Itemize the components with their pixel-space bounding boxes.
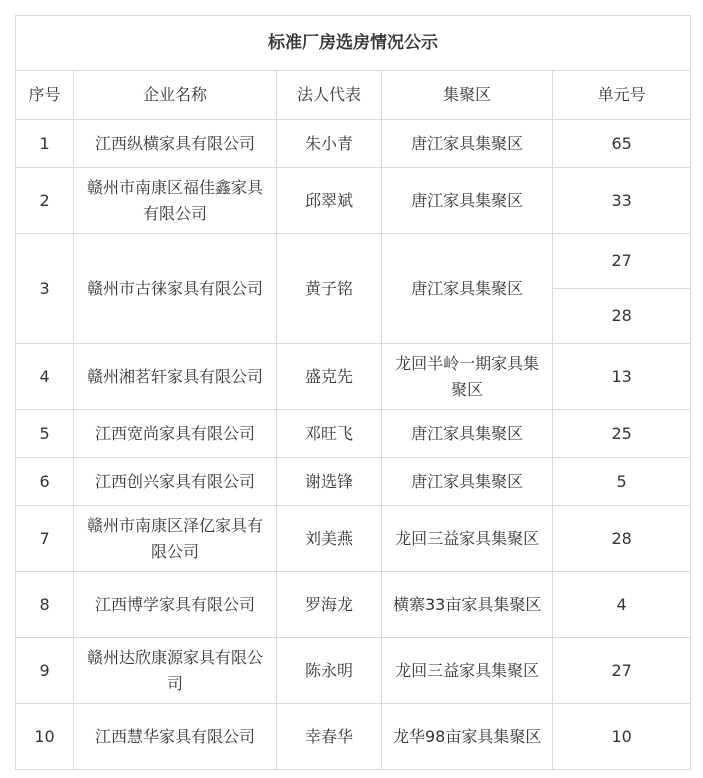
table-row [16,410,691,458]
cell-no: 9 [16,638,74,704]
cell-company: 赣州湘茗轩家具有限公司 [74,344,277,410]
header-rep: 法人代表 [277,71,382,120]
announcement-table-wrapper [15,15,691,770]
cell-unit: 27 [553,234,691,289]
title-row [16,16,691,71]
cell-zone: 唐江家具集聚区 [382,234,553,344]
cell-rep: 黄子铭 [277,234,382,344]
header-zone: 集聚区 [382,71,553,120]
table-row [16,458,691,506]
cell-zone: 唐江家具集聚区 [382,120,553,168]
cell-company: 江西慧华家具有限公司 [74,704,277,770]
cell-no: 10 [16,704,74,770]
cell-rep: 邓旺飞 [277,410,382,458]
cell-no: 8 [16,572,74,638]
cell-company: 赣州达欣康源家具有限公司 [74,638,277,704]
cell-no: 1 [16,120,74,168]
cell-zone: 唐江家具集聚区 [382,410,553,458]
cell-rep: 幸春华 [277,704,382,770]
cell-zone: 龙回三益家具集聚区 [382,638,553,704]
cell-unit: 25 [553,410,691,458]
cell-company: 赣州市南康区泽亿家具有限公司 [74,506,277,572]
cell-company: 赣州市古徕家具有限公司 [74,234,277,344]
header-company: 企业名称 [74,71,277,120]
cell-rep: 刘美燕 [277,506,382,572]
cell-zone: 横寨33亩家具集聚区 [382,572,553,638]
header-row [16,71,691,120]
cell-company: 江西创兴家具有限公司 [74,458,277,506]
cell-unit: 4 [553,572,691,638]
cell-rep: 盛克先 [277,344,382,410]
cell-zone: 唐江家具集聚区 [382,458,553,506]
cell-company: 江西宽尚家具有限公司 [74,410,277,458]
table-row [16,506,691,572]
cell-company: 赣州市南康区福佳鑫家具有限公司 [74,168,277,234]
cell-zone: 唐江家具集聚区 [382,168,553,234]
table-row [16,120,691,168]
table-row [16,572,691,638]
cell-no: 5 [16,410,74,458]
cell-unit: 27 [553,638,691,704]
cell-no: 7 [16,506,74,572]
cell-rep: 邱翠斌 [277,168,382,234]
cell-unit: 28 [553,289,691,344]
table-row [16,168,691,234]
cell-no: 4 [16,344,74,410]
header-no: 序号 [16,71,74,120]
table-row [16,638,691,704]
cell-rep: 谢选锋 [277,458,382,506]
cell-zone: 龙华98亩家具集聚区 [382,704,553,770]
cell-unit: 10 [553,704,691,770]
announcement-table [15,15,691,770]
cell-rep: 罗海龙 [277,572,382,638]
cell-zone: 龙回半岭一期家具集聚区 [382,344,553,410]
cell-unit: 13 [553,344,691,410]
cell-unit: 65 [553,120,691,168]
cell-unit: 5 [553,458,691,506]
cell-no: 2 [16,168,74,234]
cell-no: 6 [16,458,74,506]
cell-company: 江西纵横家具有限公司 [74,120,277,168]
header-unit: 单元号 [553,71,691,120]
table-row [16,704,691,770]
cell-no: 3 [16,234,74,344]
cell-unit: 33 [553,168,691,234]
table-row [16,234,691,289]
cell-unit: 28 [553,506,691,572]
cell-rep: 陈永明 [277,638,382,704]
cell-rep: 朱小青 [277,120,382,168]
cell-company: 江西博学家具有限公司 [74,572,277,638]
table-row [16,344,691,410]
cell-zone: 龙回三益家具集聚区 [382,506,553,572]
table-title: 标准厂房选房情况公示 [16,16,691,71]
